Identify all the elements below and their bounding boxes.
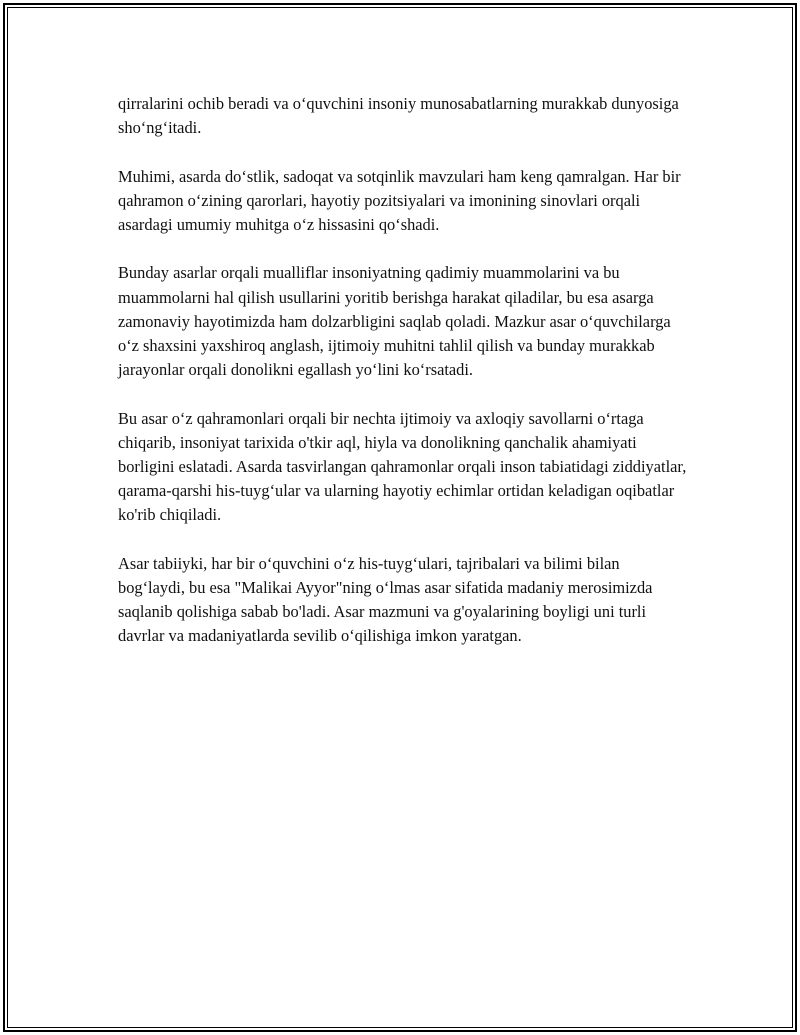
- paragraph-3: Bunday asarlar orqali mualliflar insoniyatning qadimiy muammolarini va bu muammolarni hal qilish usullarini yoritib berishga harakat qiladilar, bu esa asarga zamonaviy hayotimizda ham dolzarbligini saqlab qoladi. Mazkur asar o‘quvchilarga o‘z shaxsini yaxshiroq anglash, ijtimoiy muhitni tahlil qilish va bunday murakkab jarayonlar orqali donolikni egallash yo‘lini ko‘rsatadi.: [118, 263, 671, 380]
- paragraph-5: Asar tabiiyki, har bir o‘quvchini o‘z his-tuyg‘ulari, tajribalari va bilimi bilan bog‘laydi, bu esa "Malikai Ayyor"ning o‘lmas asar sifatida madaniy merosimizda saqlanib qolishiga sabab bo'ladi. Asar mazmuni va g'oyalarining boyligi uni turli davrlar va madaniyatlarda sevilib o‘qilishiga imkon yaratgan.: [118, 553, 653, 646]
- document-body: [118, 92, 690, 673]
- paragraph-1: qirralarini ochib beradi va o‘quvchini insoniy munosabatlarning murakkab dunyosiga sho‘ng‘itadi.: [118, 94, 679, 138]
- paragraph-4: Bu asar o‘z qahramonlari orqali bir nechta ijtimoiy va axloqiy savollarni o‘rtaga chiqarib, insoniyat tarixida o'tkir aql, hiyla va donolikning qanchalik ahamiyati borligini eslatadi. Asarda tasvirlangan qahramonlar orqali inson tabiatidagi ziddiyatlar, qarama-qarshi his-tuyg‘ular va ularning hayotiy echimlar ortidan keladigan oqibatlar ko'rib chiqiladi.: [118, 408, 687, 525]
- paragraph-2: Muhimi, asarda do‘stlik, sadoqat va sotqinlik mavzulari ham keng qamralgan. Har bir qahramon o‘zining qarorlari, hayotiy pozitsiyalari va imonining sinovlari orqali asardagi umumiy muhitga o‘z hissasini qo‘shadi.: [118, 166, 681, 234]
